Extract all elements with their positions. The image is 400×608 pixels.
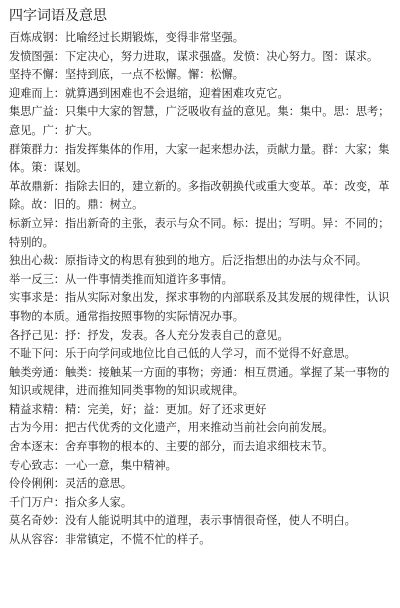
idiom-definition: 灵活的意思。	[64, 477, 133, 491]
idiom-definition: 原指诗文的构思有独到的地方。后泛指想出的办法与众不同。	[64, 254, 368, 268]
idiom-entry	[9, 252, 392, 271]
idiom-entry	[9, 66, 392, 85]
idiom-term: 革故鼎新	[9, 179, 54, 193]
idiom-definition: 抒：抒发，发表。各人充分发表自己的意见。	[64, 328, 289, 342]
idiom-entry	[9, 438, 392, 457]
idiom-entry	[9, 103, 392, 140]
idiom-entry	[9, 85, 392, 104]
idiom-entry	[9, 271, 392, 290]
idiom-term: 舍本逐末	[9, 440, 54, 454]
idiom-term: 发愤图强	[9, 49, 54, 63]
idiom-term: 举一反三	[9, 272, 54, 286]
idiom-definition: 只集中大家的智慧，广泛吸收有益的意见。集：集中。思：思考；意见。广：扩大。	[9, 105, 390, 137]
idiom-term: 迎难而上	[9, 86, 54, 100]
idiom-term: 百炼成钢	[9, 31, 54, 44]
idiom-term: 古为今用	[9, 421, 54, 435]
idiom-separator: ：	[53, 365, 65, 379]
idiom-entry	[9, 289, 392, 326]
idiom-term: 千门万户	[9, 495, 54, 509]
idiom-term: 坚持不懈	[9, 68, 54, 82]
idiom-entry	[9, 494, 392, 513]
idiom-separator: ：	[53, 142, 65, 156]
idiom-separator: ：	[53, 216, 65, 230]
idiom-entry	[9, 215, 392, 252]
idiom-entry	[9, 48, 392, 67]
idiom-term: 精益求精	[9, 402, 54, 416]
idiom-separator: ：	[53, 458, 65, 472]
idiom-definition: 一心一意，集中精神。	[64, 458, 177, 472]
idiom-term: 标新立异	[9, 216, 54, 230]
idiom-definition: 指除去旧的，建立新的。多指改朝换代或重大变革。革：改变，革除。故：旧的。鼎：树立。	[9, 179, 390, 212]
idiom-term: 不耻下问	[9, 347, 54, 361]
idiom-definition: 没有人能说明其中的道理，表示事情很奇怪，使人不明白。	[64, 514, 356, 528]
idiom-entry	[9, 178, 392, 215]
idiom-separator: ：	[53, 440, 65, 454]
idiom-definition: 乐于向学问或地位比自己低的人学习，而不觉得不好意思。	[64, 347, 356, 361]
idiom-entry	[9, 401, 392, 420]
idiom-entry	[9, 29, 392, 48]
idiom-entry	[9, 364, 392, 401]
idiom-separator: ：	[53, 347, 65, 361]
idiom-separator: ：	[53, 291, 65, 305]
idiom-separator: ：	[53, 533, 65, 547]
idiom-separator: ：	[53, 328, 65, 342]
idiom-separator: ：	[53, 86, 65, 100]
idiom-definition: 指发挥集体的作用，大家一起来想办法，贡献力量。群：大家；集体。策：谋划。	[9, 142, 390, 175]
idiom-definition: 精：完美，好；益：更加。好了还求更好	[64, 402, 267, 416]
idiom-separator: ：	[53, 68, 65, 82]
idiom-term: 实事求是	[9, 291, 54, 305]
idiom-term: 各抒己见	[9, 328, 54, 342]
idiom-term: 莫名奇妙	[9, 514, 54, 528]
idiom-definition: 就算遇到困难也不会退缩，迎着困难攻克它。	[64, 86, 289, 100]
idiom-entry	[9, 512, 392, 531]
idiom-definition: 舍弃事物的根本的、主要的部分，而去追求细枝末节。	[64, 440, 334, 454]
idiom-term: 独出心裁	[9, 254, 54, 268]
idiom-separator: ：	[53, 272, 65, 286]
idiom-separator: ：	[53, 495, 65, 509]
idiom-entry	[9, 345, 392, 364]
idiom-list	[9, 29, 392, 550]
idiom-entry	[9, 141, 392, 178]
idiom-separator: ：	[53, 421, 65, 435]
idiom-definition: 非常镇定，不慌不忙的样子。	[64, 533, 211, 547]
idiom-definition: 下定决心，努力进取，谋求强盛。发愤：决心努力。图：谋求。	[64, 49, 379, 63]
idiom-definition: 触类：接触某一方面的事物；旁通：相互贯通。掌握了某一事物的知识或规律，进而推知同类事物的知识或规律。	[9, 365, 390, 398]
idiom-definition: 指从实际对象出发，探求事物的内部联系及其发展的规律性，认识事物的本质。通常指按照事物的实际情况办事。	[9, 291, 390, 323]
idiom-separator: ：	[53, 49, 65, 63]
idiom-term: 触类旁通	[9, 365, 54, 379]
idiom-entry	[9, 531, 392, 550]
idiom-separator: ：	[53, 31, 65, 44]
idiom-separator: ：	[53, 105, 65, 119]
idiom-term: 伶伶俐俐	[9, 477, 54, 491]
idiom-entry	[9, 419, 392, 438]
idiom-separator: ：	[53, 514, 65, 528]
idiom-definition: 坚持到底，一点不松懈。懈：松懈。	[64, 68, 244, 82]
idiom-term: 从从容容	[9, 533, 54, 547]
idiom-separator: ：	[53, 179, 65, 193]
idiom-definition: 指出新奇的主张，表示与众不同。标：提出；写明。异：不同的；特别的。	[9, 216, 390, 249]
document-title: 四字词语及意思	[9, 8, 107, 24]
idiom-definition: 指众多人家。	[64, 495, 133, 509]
idiom-term: 群策群力	[9, 142, 54, 156]
idiom-term: 集思广益	[9, 105, 54, 119]
idiom-definition: 从一件事情类推而知道许多事情。	[64, 272, 233, 286]
idiom-entry	[9, 327, 392, 346]
idiom-entry	[9, 457, 392, 476]
idiom-separator: ：	[53, 477, 65, 491]
idiom-separator: ：	[53, 254, 65, 268]
idiom-entry	[9, 475, 392, 494]
idiom-definition: 比喻经过长期锻炼，变得非常坚强。	[64, 31, 244, 44]
idiom-definition: 把古代优秀的文化遗产，用来推动当前社会向前发展。	[64, 421, 334, 435]
idiom-term: 专心致志	[9, 458, 54, 472]
idiom-separator: ：	[53, 402, 65, 416]
